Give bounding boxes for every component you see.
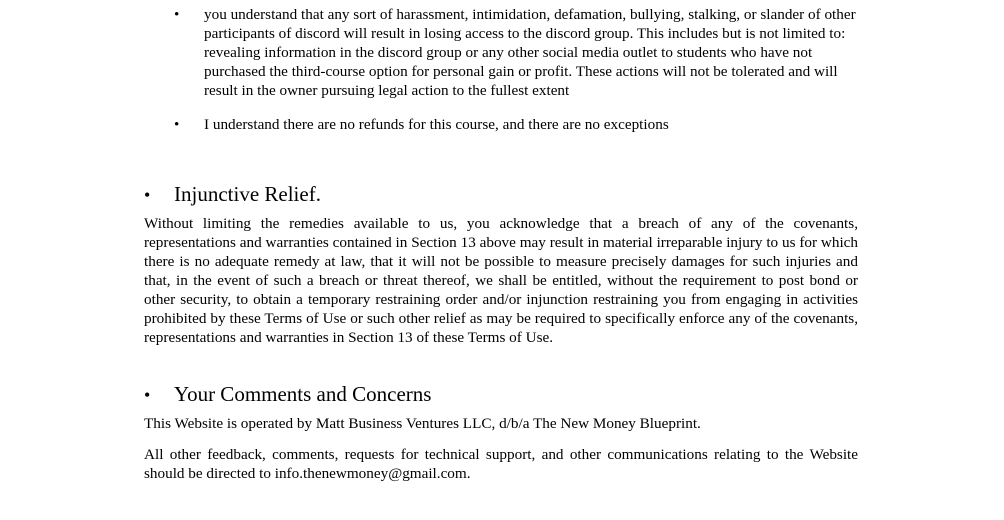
bullet-icon: • <box>174 6 180 23</box>
bullet-icon: • <box>144 385 151 405</box>
list-item <box>144 5 858 100</box>
list-item-text: you understand that any sort of harassment, intimidation, defamation, bullying, stalking, or slander of other participants of discord will result in losing access to the discord group. This includes but is not limited to: revealing information in the discord group or any other social media outlet to students who have not purchased the third-course option for personal gain or profit. These actions will not be tolerated and will result in the owner pursuing legal action to the fullest extent <box>204 6 856 99</box>
injunctive-paragraph: Without limiting the remedies available to us, you acknowledge that a breach of any of the covenants, representations and warranties contained in Section 13 above may result in material irreparable injury to us for which there is no adequate remedy at law, that it will not be possible to measure precisely damages for such injuries and that, in the event of such a breach or threat thereof, we shall be entitled, without the requirement to post bond or other security, to obtain a temporary restraining order and/or injunction restraining you from engaging in activities prohibited by these Terms of Use or such other relief as may be required to specifically enforce any of the covenants, representations and warranties in Section 13 of these Terms of Use. <box>144 215 858 346</box>
comments-paragraph-contact: All other feedback, comments, requests for technical support, and other communications relating to the Website should be directed to info.thenewmoney@gmail.com. <box>144 446 858 482</box>
list-item-text: I understand there are no refunds for this course, and there are no exceptions <box>204 116 669 133</box>
section-heading-comments <box>144 381 431 408</box>
section-title: Your Comments and Concerns <box>174 382 432 406</box>
bullet-icon: • <box>144 185 151 205</box>
comments-paragraph-operator: This Website is operated by Matt Business Ventures LLC, d/b/a The New Money Blueprint. <box>144 415 701 432</box>
list-item <box>144 115 858 134</box>
section-heading-injunctive <box>144 181 321 208</box>
bullet-icon: • <box>174 116 180 133</box>
section-title: Injunctive Relief. <box>174 182 321 206</box>
